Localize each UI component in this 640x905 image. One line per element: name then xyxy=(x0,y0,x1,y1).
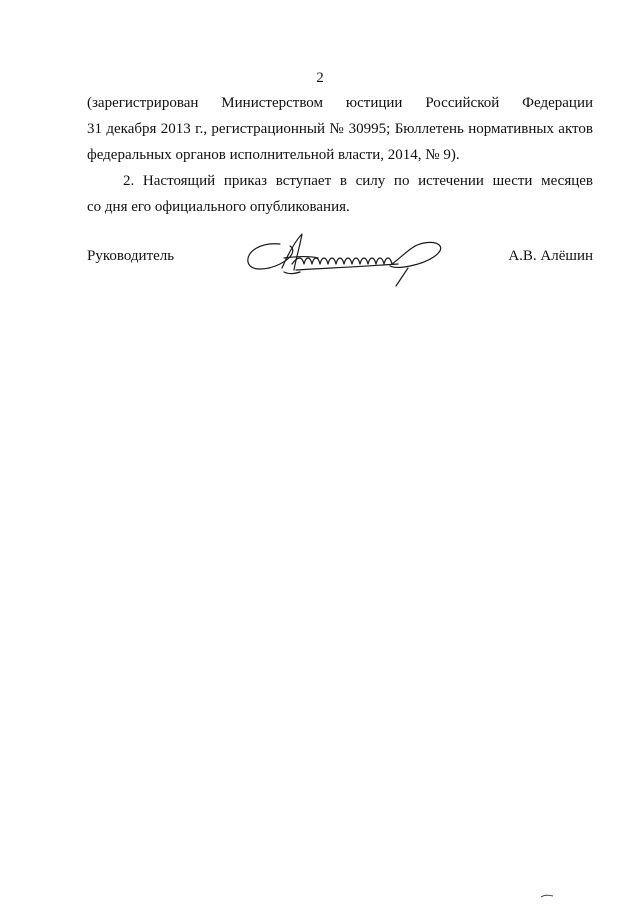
paragraph-line: 2. Настоящий приказ вступает в силу по истечении шести месяцев xyxy=(123,173,593,189)
paragraph-line: федеральных органов исполнительной власти, 2014, № 9). xyxy=(87,147,460,163)
signatory-role: Руководитель xyxy=(87,248,175,264)
page-number: 2 xyxy=(316,70,324,86)
paragraph-effective-date xyxy=(87,168,593,220)
paragraph-line: со дня его официального опубликования. xyxy=(87,199,350,215)
handwritten-signature-icon xyxy=(240,228,455,288)
paragraph-line: 31 декабря 2013 г., регистрационный № 30995; Бюллетень нормативных актов xyxy=(87,121,593,137)
signatory-name: А.В. Алёшин xyxy=(508,248,593,264)
paragraph-line: (зарегистрирован Министерством юстиции Российской Федерации xyxy=(87,95,593,111)
paragraph-registration-note xyxy=(87,90,593,168)
scan-mark-icon xyxy=(540,893,554,899)
